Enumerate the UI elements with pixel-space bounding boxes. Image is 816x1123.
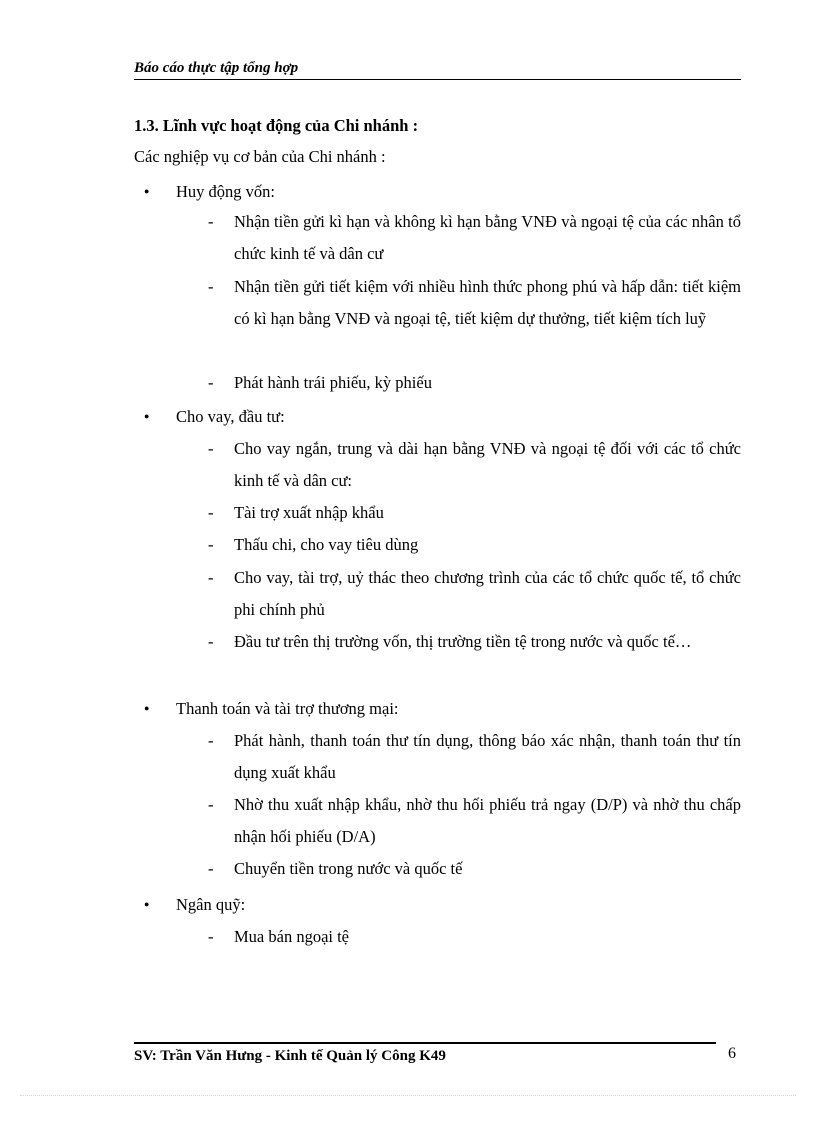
list-item <box>208 529 741 561</box>
list-item <box>208 497 741 529</box>
bullet-item <box>144 698 399 722</box>
section-intro: Các nghiệp vụ cơ bản của Chi nhánh : <box>134 147 386 166</box>
dash-marker: - <box>208 503 214 522</box>
running-footer: SV: Trần Văn Hưng - Kinh tế Quản lý Công K49 <box>134 1048 446 1064</box>
list-item <box>208 626 741 658</box>
dash-marker: - <box>208 439 214 458</box>
list-item-text: Thấu chi, cho vay tiêu dùng <box>234 535 419 554</box>
list-item-text: Nhờ thu xuất nhập khẩu, nhờ thu hối phiếu trả ngay (D/P) và nhờ thu chấp nhận hối phiếu (D/A) <box>234 795 741 846</box>
bullet-icon <box>144 894 176 918</box>
bullet-item <box>144 894 245 918</box>
list-item <box>208 433 741 497</box>
dash-marker: - <box>208 277 214 296</box>
section-heading: 1.3. Lĩnh vực hoạt động của Chi nhánh : <box>134 116 419 135</box>
dash-marker: - <box>208 859 214 878</box>
list-item-text: Mua bán ngoại tệ <box>234 927 350 946</box>
dash-marker: - <box>208 632 214 651</box>
bullet-label: Huy động vốn: <box>176 182 275 201</box>
list-item-text: Đầu tư trên thị trường vốn, thị trường tiền tệ trong nước và quốc tế… <box>234 632 692 651</box>
list-item-text: Chuyển tiền trong nước và quốc tế <box>234 859 463 878</box>
footer-rule <box>134 1042 716 1044</box>
bullet-icon <box>144 181 176 205</box>
list-item <box>208 853 741 885</box>
bullet-label: Ngân quỹ: <box>176 895 246 914</box>
bullet-icon <box>144 406 176 430</box>
list-item <box>208 562 741 626</box>
running-header: Báo cáo thực tập tổng hợp <box>134 60 299 76</box>
list-item <box>208 271 741 335</box>
page-number: 6 <box>728 1045 736 1062</box>
dash-marker: - <box>208 568 214 587</box>
bullet-item <box>144 181 275 205</box>
bullet-item <box>144 406 285 430</box>
bullet-icon <box>144 698 176 722</box>
list-item-text: Nhận tiền gửi tiết kiệm với nhiều hình thức phong phú và hấp dẫn: tiết kiệm có kì hạn bằng VNĐ và ngoại tệ, tiết kiệm dự thưởng, tiết kiệm tích luỹ <box>234 277 741 328</box>
list-item-text: Phát hành, thanh toán thư tín dụng, thông báo xác nhận, thanh toán thư tín dụng xuất khẩu <box>234 731 741 782</box>
header-rule <box>134 79 741 80</box>
list-item <box>208 367 741 399</box>
list-item <box>208 725 741 789</box>
dash-marker: - <box>208 535 214 554</box>
list-item <box>208 921 741 953</box>
dash-marker: - <box>208 373 214 392</box>
page-boundary-line <box>20 1095 796 1096</box>
bullet-label: Cho vay, đầu tư: <box>176 407 285 426</box>
dash-marker: - <box>208 795 214 814</box>
dash-marker: - <box>208 212 214 231</box>
list-item <box>208 789 741 853</box>
list-item-text: Tài trợ xuất nhập khẩu <box>234 503 384 522</box>
list-item-text: Cho vay ngắn, trung và dài hạn bằng VNĐ và ngoại tệ đối với các tổ chức kinh tế và dân cư: <box>234 439 741 490</box>
dash-marker: - <box>208 927 214 946</box>
bullet-label: Thanh toán và tài trợ thương mại: <box>176 699 399 718</box>
list-item-text: Cho vay, tài trợ, uỷ thác theo chương trình của các tổ chức quốc tế, tổ chức phi chính phủ <box>234 568 741 619</box>
list-item-text: Nhận tiền gửi kì hạn và không kì hạn bằng VNĐ và ngoại tệ của các nhân tổ chức kinh tế và dân cư <box>234 212 741 263</box>
list-item-text: Phát hành trái phiếu, kỳ phiếu <box>234 373 432 392</box>
list-item <box>208 206 741 270</box>
dash-marker: - <box>208 731 214 750</box>
